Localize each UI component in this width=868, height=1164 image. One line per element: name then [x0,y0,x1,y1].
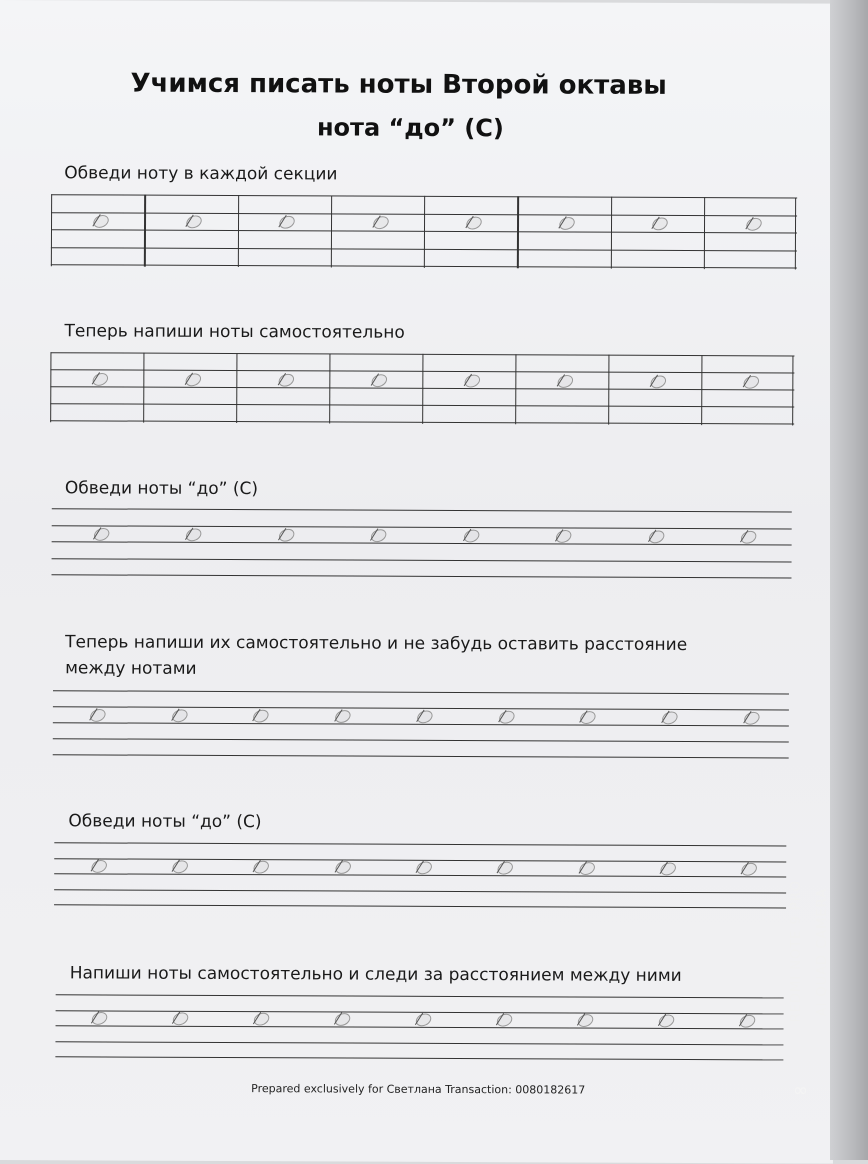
staff-5 [54,842,786,909]
instruction-3: Обведи ноты “до” (C) [64,478,259,500]
bar-line [236,353,238,423]
bar-line [795,197,797,269]
staff-line [53,754,789,759]
staff-line [54,904,786,909]
bar-line [51,194,53,266]
staff-line [55,1041,783,1046]
bar-line [610,197,612,269]
bar-line [701,355,703,425]
staff-line [52,525,792,530]
staff-line [52,541,792,546]
bar-line [792,355,794,425]
bar-line [424,196,426,268]
bar-line [143,353,145,423]
staff-line [52,558,792,563]
staff-2-with-bars [50,352,794,425]
instruction-4: Теперь напиши их самостоятельно и не забудь оставить расстояние между нотами [65,632,688,679]
instruction-1: Обведи ноту в каждой секции [64,163,338,185]
staff-line [56,994,784,999]
watermark-model: REDMI NOTE 9 PRO [789,880,804,1023]
instruction-5: Обведи ноты “до” (C) [68,811,262,833]
footer-note: Prepared exclusively for Светлана Transaction: 0080182617 [251,1082,586,1097]
bar-line [517,196,519,268]
staff-line [51,574,791,579]
bar-line [144,195,146,267]
bar-line [515,354,517,424]
bar-line [704,197,706,269]
staff-line [55,1056,783,1061]
instruction-2: Теперь напиши ноты самостоятельно [64,321,405,343]
staff-line [53,706,789,711]
staff-line [54,889,786,894]
staff-line [52,508,792,513]
staff-1-with-bars [51,194,797,269]
page-title: Учимся писать ноты Второй октавы [130,68,667,101]
bar-line [237,195,239,267]
staff-4 [53,690,789,759]
camera-watermark [785,880,845,1140]
bar-line [608,355,610,425]
bar-line [329,353,331,423]
staff-line [53,738,789,743]
camera-logo-icon: ∞ [793,1080,809,1101]
bar-line [331,195,333,267]
bar-line [50,352,52,422]
staff-line [54,842,786,847]
bar-line [422,354,424,424]
staff-6 [55,994,783,1061]
page-subtitle: нота “до” (C) [316,113,504,143]
staff-3 [51,508,791,579]
staff-line [53,690,789,695]
watermark-camera: AI QUAD CAMERA [815,888,830,1017]
instruction-6: Напиши ноты самостоятельно и следи за расстоянием между ними [69,963,682,986]
